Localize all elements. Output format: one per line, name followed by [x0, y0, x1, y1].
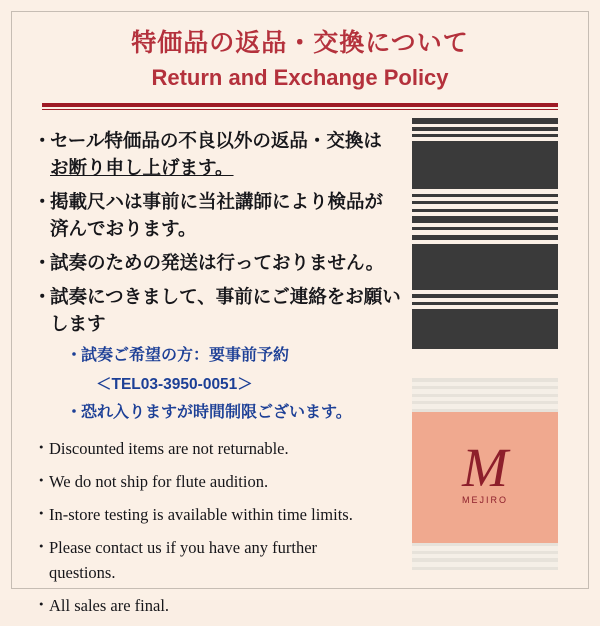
list-item: [33, 502, 408, 527]
document-header: [0, 26, 600, 94]
title-japanese: 特価品の返品・交換について: [131, 29, 469, 57]
list-item-line1: 掲載尺ハは事前に当社講師により検品が: [50, 191, 384, 212]
list-item-text: [50, 283, 408, 337]
bullet-icon: ・: [66, 404, 83, 421]
list-item: [33, 593, 408, 618]
stripe-block: [412, 244, 558, 290]
list-item-text: [50, 127, 408, 181]
list-item-line1: セール特価品の不良以外の返品・交換は: [50, 130, 382, 151]
list-item-text: All sales are final.: [49, 596, 170, 615]
title-english: Return and Exchange Policy: [151, 65, 449, 90]
list-item: [33, 469, 408, 494]
brand-photo: [412, 378, 558, 570]
bullet-icon: ・: [33, 472, 50, 490]
list-item-text: We do not ship for flute audition.: [49, 472, 269, 491]
list-item-text: [50, 249, 408, 276]
list-item: [33, 188, 408, 242]
logo: [412, 437, 558, 505]
telephone-note: ＜TEL03-3950-0051＞: [96, 376, 253, 393]
list-item: [33, 283, 408, 337]
list-item: [33, 344, 408, 368]
list-item-text: Discounted items are not returnable.: [49, 439, 289, 458]
stripe-group-top: [412, 118, 558, 349]
list-item-text: 試奏ご希望の方：要事前予約: [81, 347, 290, 364]
list-item-line2: お断り申し上げます。: [50, 157, 234, 178]
bullet-icon: ・: [33, 538, 50, 556]
list-item: [33, 535, 408, 585]
bullet-icon: ・: [66, 347, 83, 364]
list-item: [33, 249, 408, 276]
list-item-line2: 済んでおります。: [50, 218, 197, 239]
list-item-line1: 試奏のための発送は行っておりません。: [50, 252, 385, 273]
english-policy-list: [33, 436, 408, 618]
stripe-group-bottom: [412, 543, 558, 570]
decorative-side-panel: [412, 118, 558, 570]
list-item-text: 恐れ入りますが時間制限ございます。: [81, 404, 352, 421]
bullet-icon: ・: [33, 286, 52, 307]
bullet-icon: ・: [33, 191, 52, 212]
photo-stripe: [412, 567, 558, 570]
list-item-line2: questions.: [49, 563, 116, 582]
bullet-icon: ・: [33, 596, 50, 614]
bullet-icon: ・: [33, 130, 52, 151]
divider-thin-line: [42, 109, 558, 110]
japanese-policy-list: [33, 127, 408, 337]
list-item-text: In-store testing is available within time limits.: [49, 505, 353, 524]
japanese-sub-list-2: [33, 401, 408, 425]
bullet-icon: ・: [33, 252, 52, 273]
list-item-line1: Please contact us if you have any further: [49, 538, 318, 557]
logo-brand-name: MEJIRO: [461, 495, 508, 505]
header-divider: [42, 103, 558, 110]
list-item: [33, 401, 408, 425]
japanese-sub-list: [33, 344, 408, 368]
list-item: [33, 436, 408, 461]
photo-stripe: [412, 409, 558, 412]
list-item-text: [49, 535, 408, 585]
list-item: [33, 127, 408, 181]
logo-monogram: M: [462, 437, 508, 498]
list-item-line2: します: [50, 313, 106, 334]
stripe-block: [412, 309, 558, 349]
stripe-block: [412, 141, 558, 189]
policy-text-column: [33, 127, 408, 626]
list-item-line1: 試奏につきまして、事前にご連絡をお願い: [50, 286, 401, 307]
list-item-text: [50, 188, 408, 242]
bullet-icon: ・: [33, 505, 50, 523]
stripe: [412, 216, 558, 223]
bullet-icon: ・: [33, 439, 50, 457]
